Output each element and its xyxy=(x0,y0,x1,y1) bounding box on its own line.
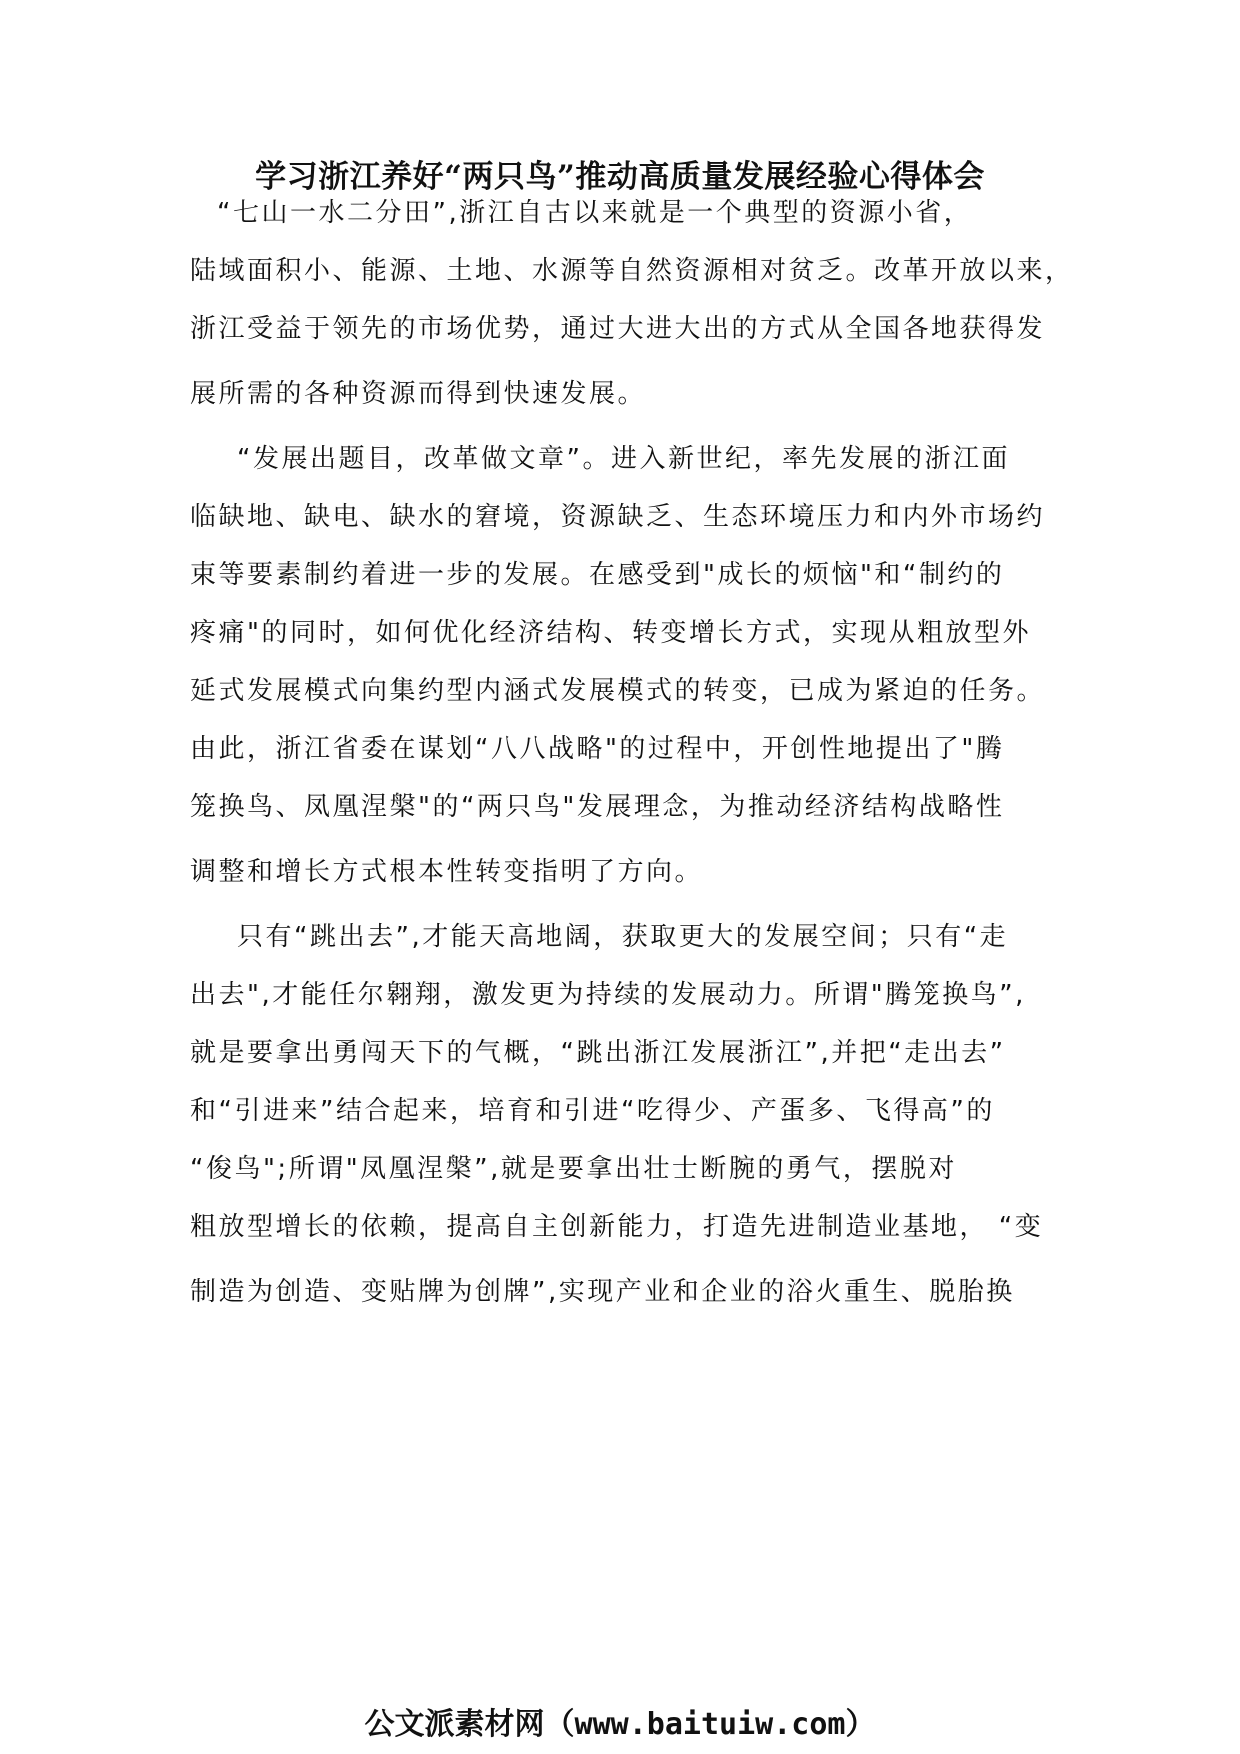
paragraph-line: 和“引进来”结合起来，培育和引进“吃得少、产蛋多、飞得高”的 xyxy=(190,1096,995,1126)
paragraph-line: 展所需的各种资源而得到快速发展。 xyxy=(190,379,647,409)
paragraph-line: 浙江受益于领先的市场优势，通过大进大出的方式从全国各地获得发 xyxy=(190,314,1046,344)
paragraph-line: 临缺地、缺电、缺水的窘境，资源缺乏、生态环境压力和内外市场约 xyxy=(190,502,1046,532)
paragraph-line: 由此，浙江省委在谋划“八八战略"的过程中，开创性地提出了"腾 xyxy=(190,734,1005,764)
paragraph-line: 出去",才能任尔翱翔，激发更为持续的发展动力。所谓"腾笼换鸟”, xyxy=(190,980,1026,1010)
paragraph-line: 调整和增长方式根本性转变指明了方向。 xyxy=(190,857,704,887)
paragraph-line: “七山一水二分田”,浙江自古以来就是一个典型的资源小省， xyxy=(217,198,973,228)
paragraph-line: 就是要拿出勇闯天下的气概，“跳出浙江发展浙江”,并把“走出去” xyxy=(190,1038,1006,1068)
paragraph-line: 疼痛"的同时，如何优化经济结构、转变增长方式，实现从粗放型外 xyxy=(190,618,1031,648)
paragraph-line: “发展出题目，改革做文章”。进入新世纪，率先发展的浙江面 xyxy=(237,444,1010,474)
paragraph-line: 只有“跳出去”,才能天高地阔，获取更大的发展空间；只有“走 xyxy=(237,922,1009,952)
document-title: 学习浙江养好“两只鸟”推动高质量发展经验心得体会 xyxy=(255,159,985,195)
paragraph-line: 粗放型增长的依赖，提高自主创新能力，打造先进制造业基地， “变 xyxy=(190,1212,1044,1242)
paragraph-line: 延式发展模式向集约型内涵式发展模式的转变，已成为紧迫的任务。 xyxy=(190,676,1046,706)
site-footer: 公文派素材网（www.baituiw.com） xyxy=(364,1707,876,1742)
paragraph-line: 制造为创造、变贴牌为创牌”,实现产业和企业的浴火重生、脱胎换 xyxy=(190,1277,1015,1307)
paragraph-line: 束等要素制约着进一步的发展。在感受到"成长的烦恼"和“制约的 xyxy=(190,560,1005,590)
paragraph-line: 笼换鸟、凤凰涅槃"的“两只鸟"发展理念，为推动经济结构战略性 xyxy=(190,792,1005,822)
paragraph-line: “俊鸟";所谓"凤凰涅槃”,就是要拿出壮士断腕的勇气，摆脱对 xyxy=(190,1154,957,1184)
paragraph-line: 陆域面积小、能源、土地、水源等自然资源相对贫乏。改革开放以来， xyxy=(190,256,1074,286)
